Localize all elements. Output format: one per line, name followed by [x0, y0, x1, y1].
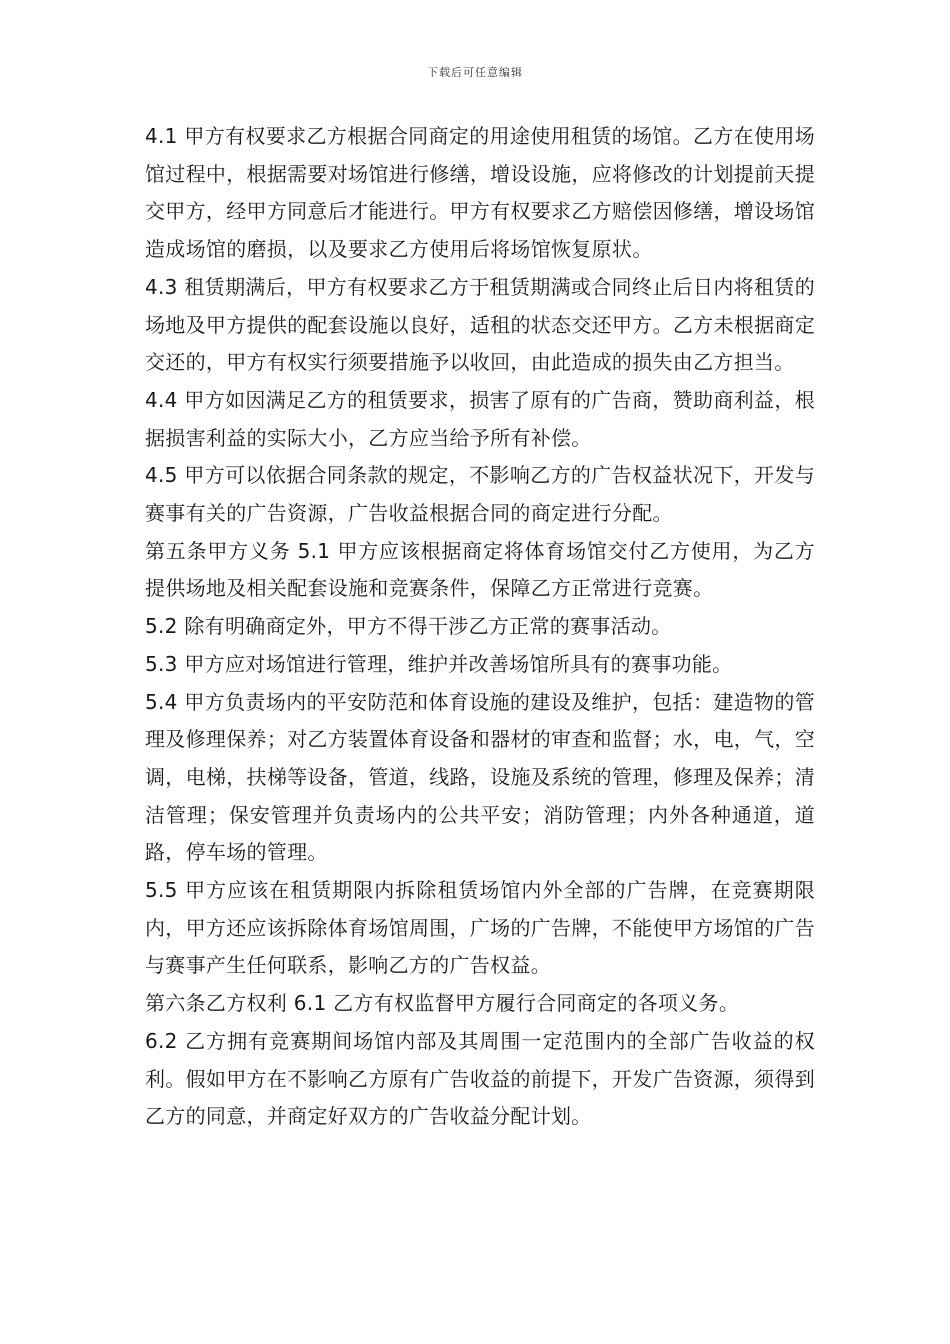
- clause-5-5: 5.5 甲方应该在租赁期限内拆除租赁场馆内外全部的广告牌，在竞赛期限内，甲方还应该拆除体育场馆周围，广场的广告牌，不能使甲方场馆的广告与赛事产生任何联系，影响乙方的广告权益。: [145, 878, 815, 978]
- clause-5-3: 5.3 甲方应对场馆进行管理，维护并改善场馆所具有的赛事功能。: [145, 651, 733, 676]
- clause-4-3: 4.3 租赁期满后，甲方有权要求乙方于租赁期满或合同终止后日内将租赁的场地及甲方提供的配套设施以良好，适租的状态交还甲方。乙方未根据商定交还的，甲方有权实行须要措施予以收回，由此造成的损失由乙方担当。: [145, 274, 815, 375]
- clause-4-1: 4.1 甲方有权要求乙方根据合同商定的用途使用租赁的场馆。乙方在使用场馆过程中，根据需要对场馆进行修缮，增设设施，应将修改的计划提前天提交甲方，经甲方同意后才能进行。甲方有权要求乙方赔偿因修缮，增设场馆造成场馆的磨损，以及要求乙方使用后将场馆恢复原状。: [145, 124, 815, 262]
- clause-6-1: 第六条乙方权利 6.1 乙方有权监督甲方履行合同商定的各项义务。: [145, 991, 740, 1016]
- clause-5-4: 5.4 甲方负责场内的平安防范和体育设施的建设及维护，包括：建造物的管理及修理保养；对乙方装置体育设备和器材的审查和监督；水，电，气，空调，电梯，扶梯等设备，管道，线路，设施及系统的管理，修理及保养；清洁管理；保安管理并负责场内的公共平安；消防管理；内外各种通道，道路，停车场的管理。: [145, 689, 815, 865]
- clause-4-4: 4.4 甲方如因满足乙方的租赁要求，损害了原有的广告商，赞助商利益，根据损害利益的实际大小，乙方应当给予所有补偿。: [145, 387, 815, 450]
- clause-5-2: 5.2 除有明确商定外，甲方不得干涉乙方正常的赛事活动。: [145, 614, 672, 639]
- clause-4-5: 4.5 甲方可以依据合同条款的规定，不影响乙方的广告权益状况下，开发与赛事有关的广告资源，广告收益根据合同的商定进行分配。: [145, 463, 815, 526]
- clause-5-1: 第五条甲方义务 5.1 甲方应该根据商定将体育场馆交付乙方使用，为乙方提供场地及相关配套设施和竞赛条件，保障乙方正常进行竞赛。: [145, 538, 815, 601]
- document-body: [145, 118, 815, 1136]
- clause-6-2: 6.2 乙方拥有竞赛期间场馆内部及其周围一定范围内的全部广告收益的权利。假如甲方在不影响乙方原有广告收益的前提下，开发广告资源，须得到乙方的同意，并商定好双方的广告收益分配计划。: [145, 1028, 815, 1129]
- page-header: 下载后可任意编辑: [427, 66, 523, 79]
